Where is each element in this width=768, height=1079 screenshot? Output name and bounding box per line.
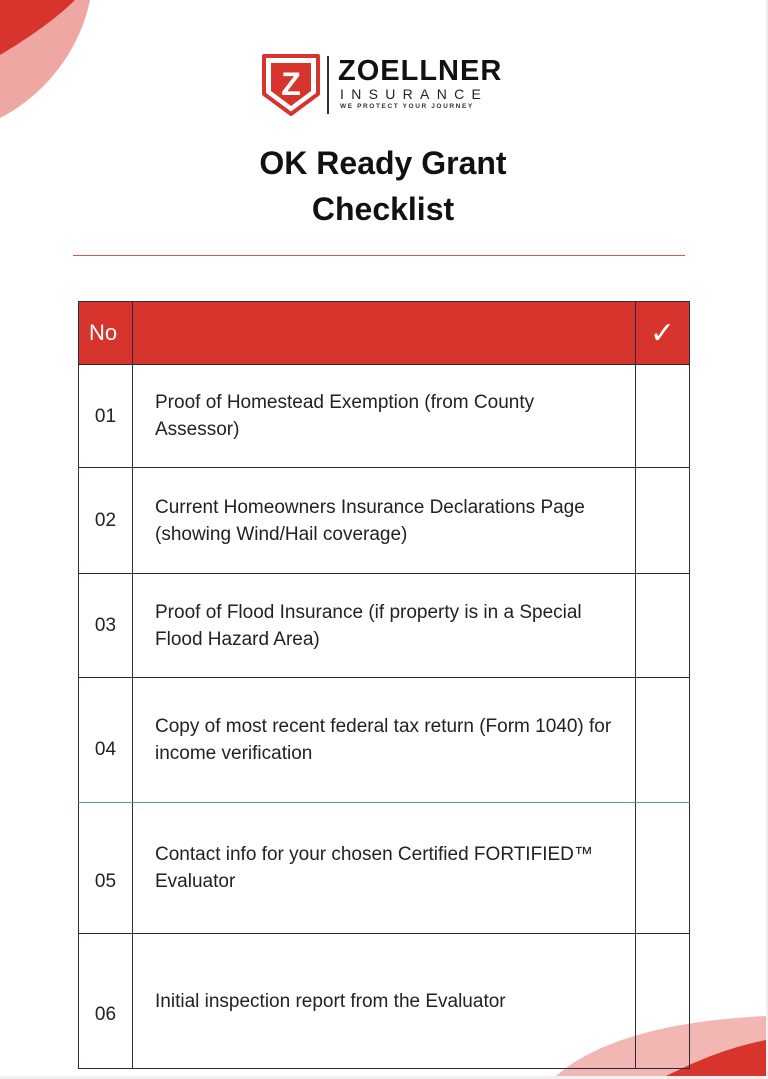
row-checkbox[interactable]: [636, 468, 690, 574]
logo-divider: [327, 56, 329, 114]
table-row: [79, 678, 690, 803]
row-item-text: Copy of most recent federal tax return (Form 1040) for income verification: [133, 678, 636, 803]
logo-company-sub: INSURANCE: [340, 86, 489, 102]
row-item-text: Proof of Homestead Exemption (from County Assessor): [133, 365, 636, 468]
row-number: 05: [79, 803, 133, 934]
header-check-icon: ✓: [636, 302, 690, 365]
logo-letter: Z: [281, 66, 301, 102]
row-item-text: Current Homeowners Insurance Declarations Page (showing Wind/Hail coverage): [133, 468, 636, 574]
row-checkbox[interactable]: [636, 574, 690, 678]
table-row: [79, 574, 690, 678]
table-row: [79, 365, 690, 468]
row-number: 02: [79, 468, 133, 574]
row-number: 01: [79, 365, 133, 468]
row-checkbox[interactable]: [636, 678, 690, 803]
corner-decoration-top-left: [0, 0, 100, 120]
header-item: [133, 302, 636, 365]
page-title-line-1: OK Ready Grant: [259, 145, 507, 181]
row-number: 03: [79, 574, 133, 678]
row-item-text: Contact info for your chosen Certified FORTIFIED™ Evaluator: [133, 803, 636, 934]
row-item-text: Proof of Flood Insurance (if property is in a Special Flood Hazard Area): [133, 574, 636, 678]
row-number: 04: [79, 678, 133, 803]
header-no: No: [79, 302, 133, 365]
logo-company-name: ZOELLNER: [338, 55, 503, 87]
page-title-line-2: Checklist: [311, 191, 455, 227]
table-row: [79, 468, 690, 574]
logo-tagline: WE PROTECT YOUR JOURNEY: [340, 103, 474, 110]
title-divider: [73, 255, 685, 256]
table-row: [79, 934, 690, 1069]
company-logo: [262, 52, 512, 118]
row-checkbox[interactable]: [636, 934, 690, 1069]
table-row: [79, 803, 690, 934]
row-checkbox[interactable]: [636, 803, 690, 934]
shield-logo-icon: [262, 54, 320, 116]
row-checkbox[interactable]: [636, 365, 690, 468]
row-item-text: Initial inspection report from the Evaluator: [133, 934, 636, 1069]
row-number: 06: [79, 934, 133, 1069]
table-header-row: [79, 302, 690, 365]
checklist-table: [78, 301, 690, 1069]
page-title: [0, 140, 766, 232]
